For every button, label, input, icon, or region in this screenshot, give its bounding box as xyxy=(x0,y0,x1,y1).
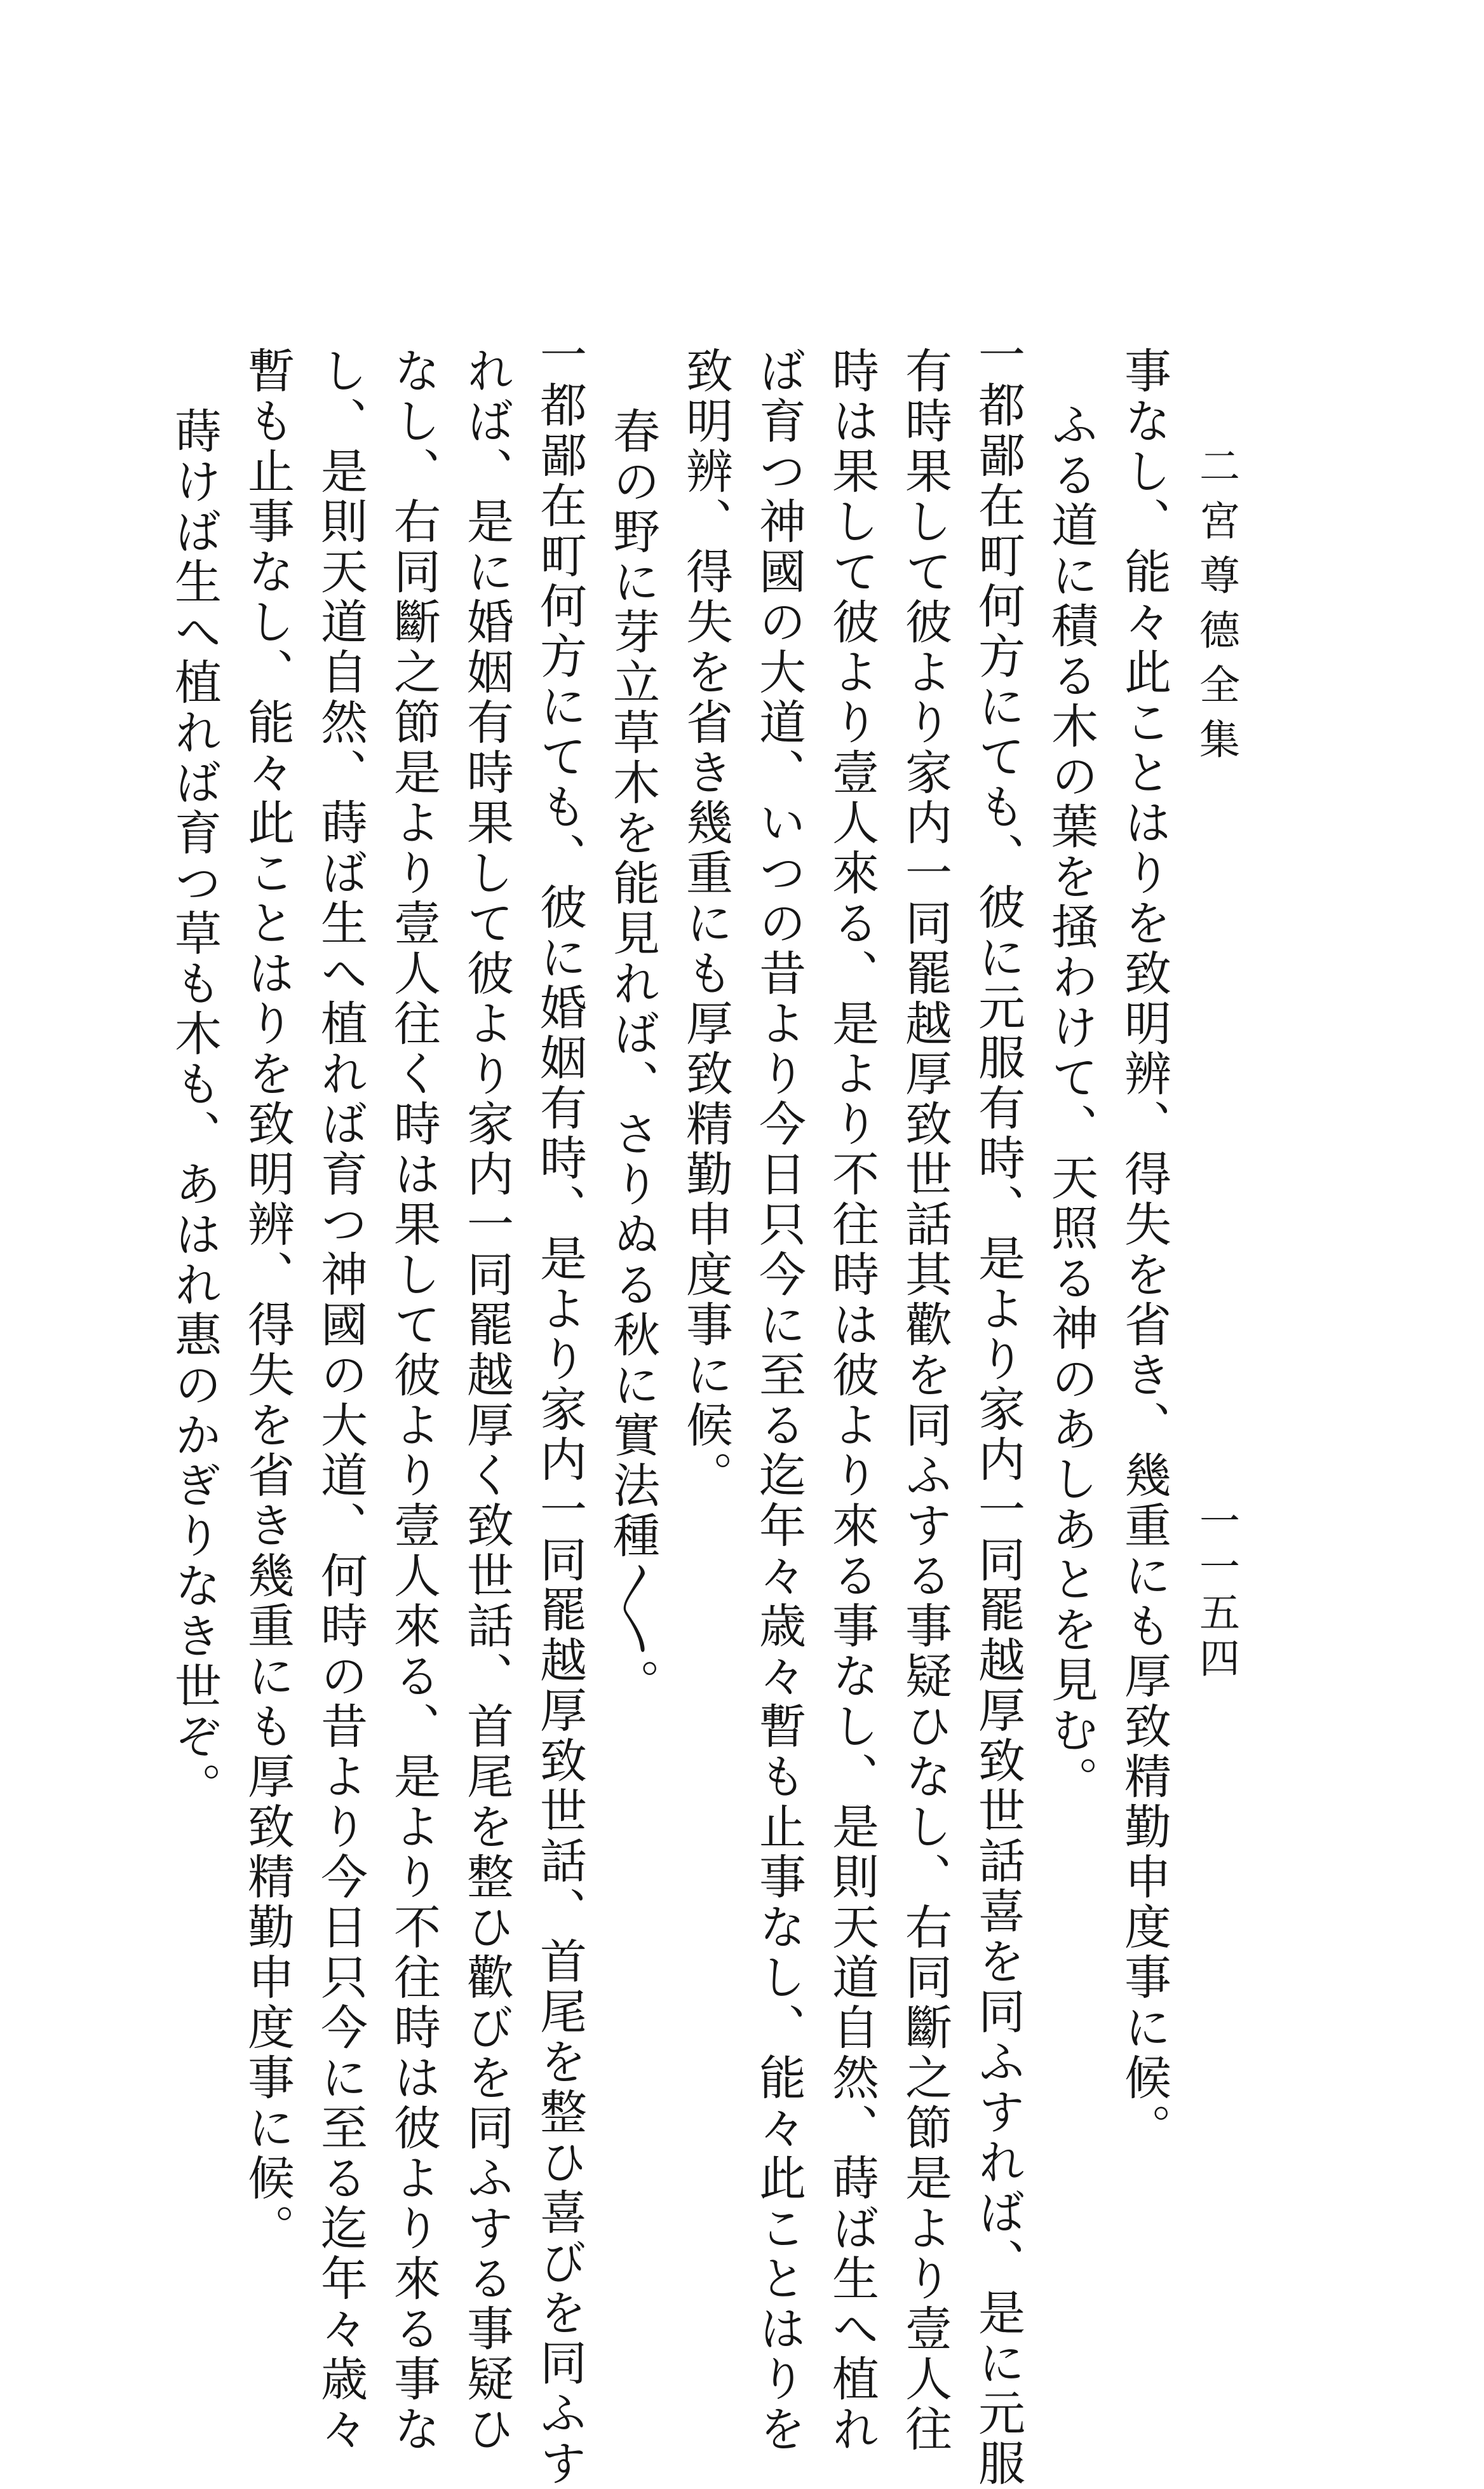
text-line: 暫も止事なし、能々此ことはりを致明辨、得失を省き幾重にも厚致精勤申度事に候。 xyxy=(240,346,295,2254)
text-line: 事なし、能々此ことはりを致明辨、得失を省き、幾重にも厚致精勤申度事に候。 xyxy=(1117,346,1171,2153)
text-line: ば育つ神國の大道、いつの昔より今日只今に至る迄年々歳々暫も止事なし、能々此ことはりを xyxy=(752,346,806,2455)
text-line: 一都鄙在町何方にても、彼に元服有時、是より家内一同罷越厚致世話喜を同ふすれば、是に元服 xyxy=(971,330,1025,2489)
text-line: れば、是に婚姻有時果して彼より家内一同罷越厚く致世話、首尾を整ひ歡びを同ふする事疑ひ xyxy=(459,346,514,2455)
text-line: 時は果して彼より壹人來る、是より不往時は彼より來る事なし、是則天道自然、蒔ば生へ植れ xyxy=(825,346,879,2455)
text-line: 一都鄙在町何方にても、彼に婚姻有時、是より家内一同罷越厚致世話、首尾を整ひ喜びを同ふす xyxy=(532,330,587,2489)
poem-line: 蒔けば生へ植れば育つ草も木も、あはれ惠のかぎりなき世ぞ。 xyxy=(167,407,222,1812)
poem-line: ふる道に積る木の葉を掻わけて、天照る神のあしあとを見む。 xyxy=(1044,400,1098,1806)
text-line: 致明辨、得失を省き幾重にも厚致精勤申度事に候。 xyxy=(678,346,733,1501)
poem-line: 春の野に芽立草木を能見れば、さりぬる秋に實法種〳〵。 xyxy=(605,407,660,1709)
page-number: 一一五四 xyxy=(1192,1500,1239,1683)
running-head-title: 二宮尊德全集 xyxy=(1192,445,1239,773)
text-line: なし、右同斷之節是より壹人往く時は果して彼より壹人來る、是より不往時は彼より來る事な xyxy=(386,346,441,2455)
text-line: 有時果して彼より家内一同罷越厚致世話其歡を同ふする事疑ひなし、右同斷之節是より壹人往 xyxy=(898,346,952,2455)
text-line: し、是則天道自然、蒔ば生へ植れば育つ神國の大道、何時の昔より今日只今に至る迄年々歳々 xyxy=(313,346,368,2455)
